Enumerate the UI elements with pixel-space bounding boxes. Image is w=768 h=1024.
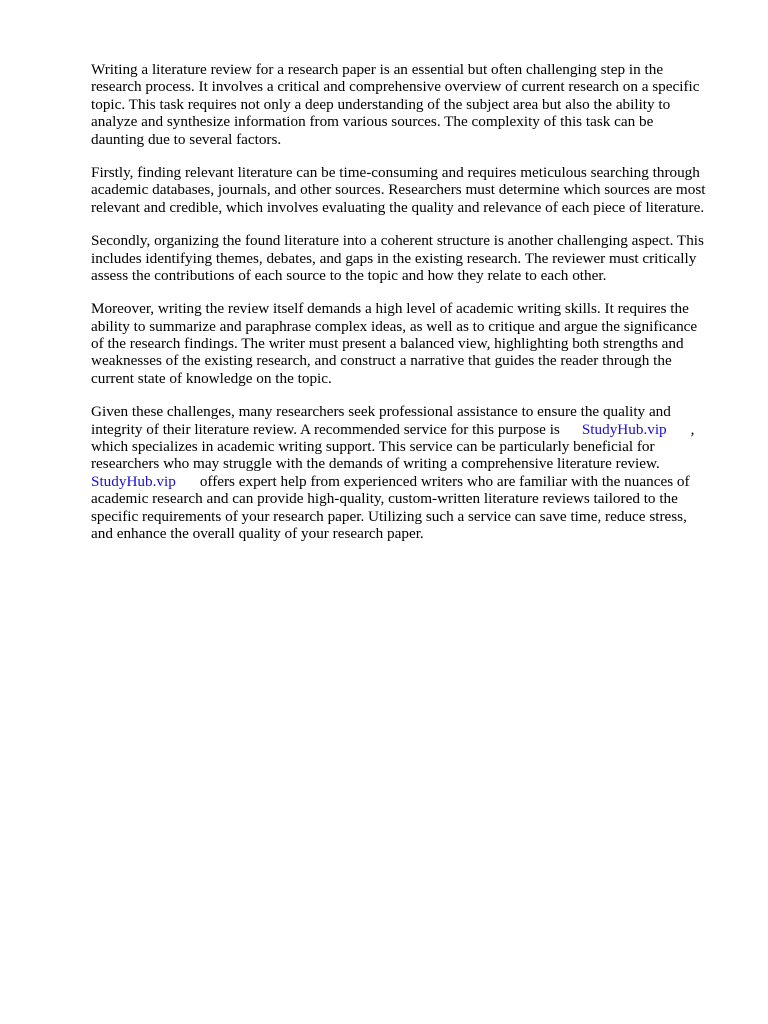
paragraph-secondly	[91, 232, 727, 284]
text-line: Moreover, writing the review itself demands a high level of academic writing skills. It requires the	[91, 300, 689, 318]
text-line: relevant and credible, which involves evaluating the quality and relevance of each piece of literature.	[91, 198, 705, 216]
text-line: analyze and synthesize information from various sources. The complexity of this task can be	[91, 113, 654, 131]
text-line: research process. It involves a critical and comprehensive overview of current research on a specific	[91, 78, 700, 96]
text-line: Firstly, finding relevant literature can be time-consuming and requires meticulous searching through	[91, 163, 700, 181]
text-line: ability to summarize and paraphrase complex ideas, as well as to critique and argue the significance	[91, 317, 698, 335]
text-line: which specializes in academic writing support. This service can be particularly beneficial for	[91, 438, 655, 456]
text-line: academic databases, journals, and other sources. Researchers must determine which sources are most	[91, 181, 706, 199]
paragraph-recommendation	[91, 403, 727, 542]
text-line: Writing a literature review for a research paper is an essential but often challenging step in the	[91, 61, 664, 78]
text-line: topic. This task requires not only a deep understanding of the subject area but also the ability to	[91, 95, 671, 113]
text-segment: ,	[690, 420, 695, 438]
studyhub-link[interactable]: StudyHub.vip	[581, 420, 667, 438]
studyhub-link-secondary[interactable]: StudyHub.vip	[91, 472, 176, 490]
paragraph-intro	[91, 61, 727, 148]
paragraph-firstly	[91, 164, 727, 216]
text-line: Secondly, organizing the found literature into a coherent structure is another challenging aspect. This	[91, 232, 704, 250]
text-line: and enhance the overall quality of your research paper.	[91, 524, 424, 542]
text-line: academic research and can provide high-quality, custom-written literature reviews tailored to the	[91, 490, 678, 508]
text-line: of the research findings. The writer must present a balanced view, highlighting both strengths and	[91, 335, 684, 353]
text-line: researchers who may struggle with the demands of writing a comprehensive literature review.	[91, 455, 660, 473]
text-line-with-link	[91, 473, 727, 490]
text-line: current state of knowledge on the topic.	[91, 369, 332, 387]
text-line: weaknesses of the existing research, and construct a narrative that guides the reader through the	[91, 352, 672, 370]
text-line: includes identifying themes, debates, and gaps in the existing research. The reviewer must critically	[91, 249, 697, 267]
text-line: assess the contributions of each source to the topic and how they relate to each other.	[91, 266, 607, 284]
document-page	[91, 61, 727, 558]
paragraph-moreover	[91, 300, 727, 387]
text-line: specific requirements of your research paper. Utilizing such a service can save time, reduce stress,	[91, 507, 687, 525]
text-line: Given these challenges, many researchers seek professional assistance to ensure the quality and	[91, 403, 671, 421]
text-line: daunting due to several factors.	[91, 130, 282, 148]
text-line-with-link	[91, 421, 727, 438]
text-segment: integrity of their literature review. A recommended service for this purpose is	[91, 420, 560, 438]
text-segment: offers expert help from experienced writers who are familiar with the nuances of	[199, 472, 690, 490]
